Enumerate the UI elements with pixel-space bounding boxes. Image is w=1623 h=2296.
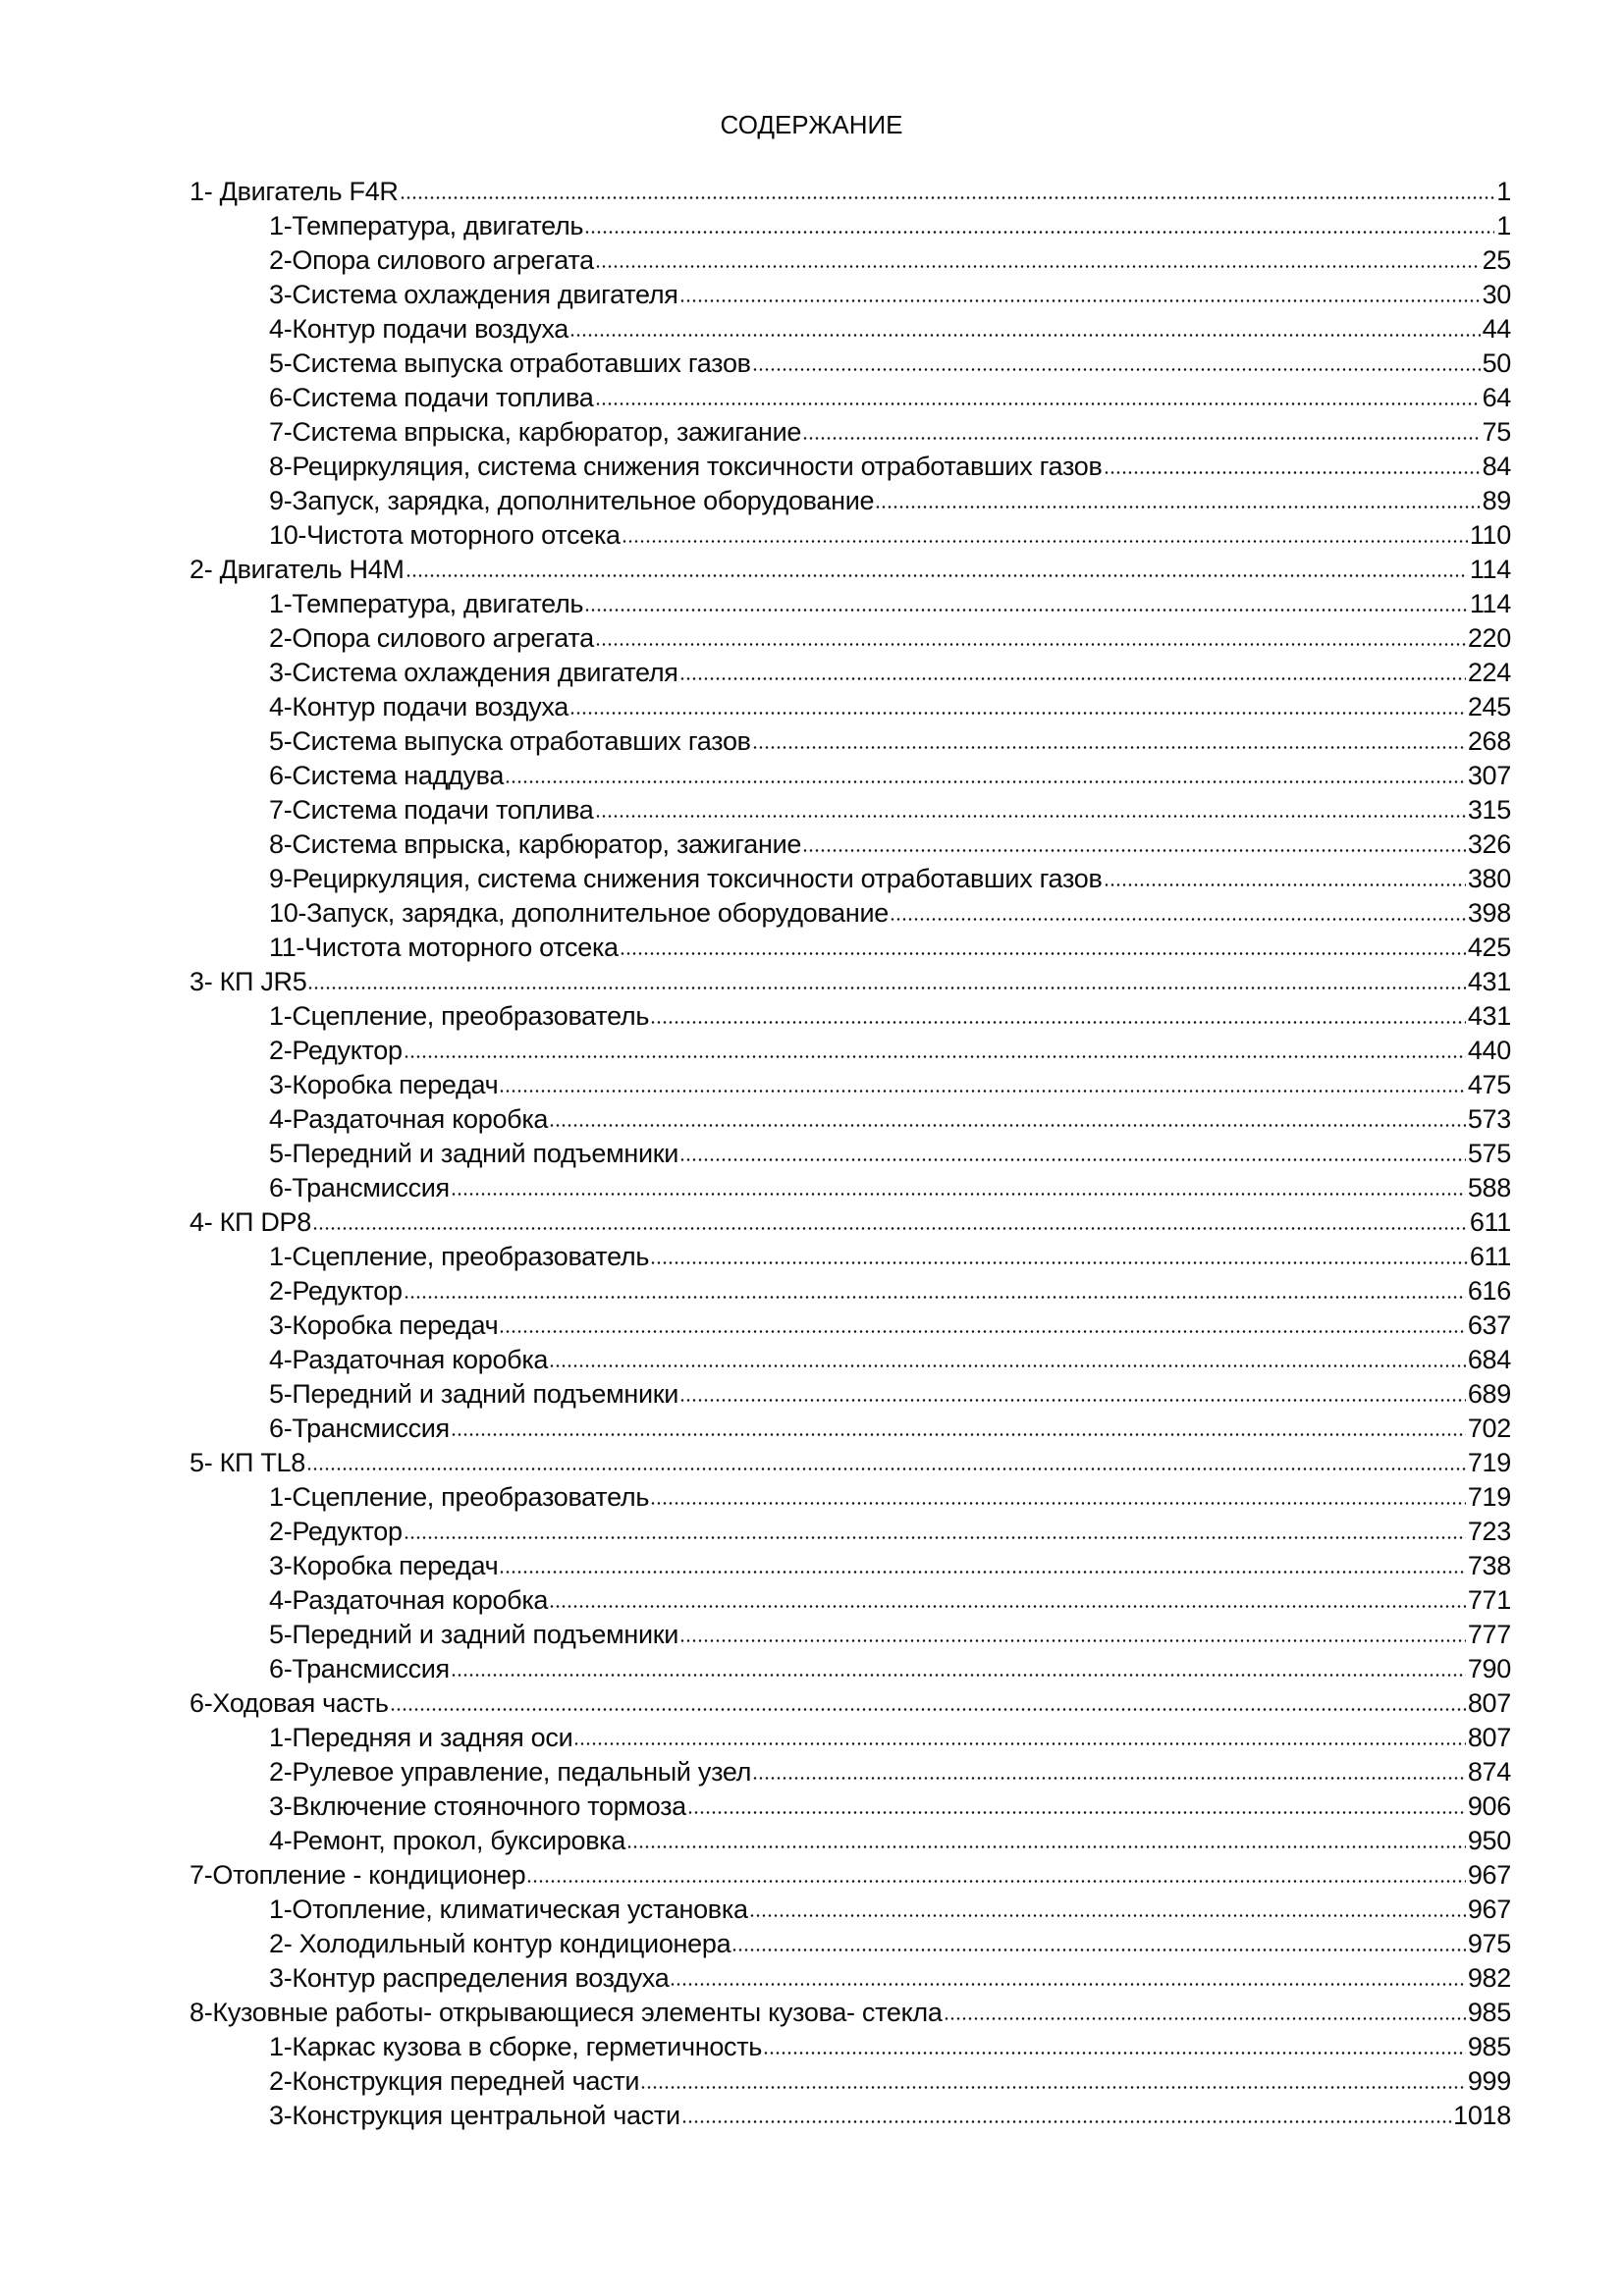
toc-chapter-3[interactable] [189, 965, 1511, 999]
toc-entry-label: 1- Двигатель F4R [189, 177, 399, 206]
dot-leader [650, 1502, 1466, 1505]
toc-section-1-7[interactable] [189, 415, 1511, 450]
dot-leader [679, 1399, 1466, 1402]
toc-entry-page-number: 268 [1467, 726, 1511, 756]
toc-entry-label: 4-Ремонт, прокол, буксировка [269, 1826, 626, 1855]
dot-leader [890, 918, 1466, 921]
dot-leader [752, 746, 1466, 749]
toc-section-8-2[interactable] [189, 2064, 1511, 2099]
toc-entry-page-number: 573 [1467, 1104, 1511, 1134]
toc-section-5-2[interactable] [189, 1515, 1511, 1549]
toc-section-7-1[interactable] [189, 1893, 1511, 1927]
toc-section-2-3[interactable] [189, 656, 1511, 690]
dot-leader [944, 2017, 1466, 2020]
toc-entry-label: 7-Отопление - кондиционер [189, 1860, 526, 1890]
toc-section-6-1[interactable] [189, 1721, 1511, 1755]
toc-section-2-10[interactable] [189, 896, 1511, 931]
dot-leader [307, 987, 1465, 989]
toc-entry-page-number: 307 [1467, 761, 1511, 790]
toc-entry-page-number: 967 [1467, 1860, 1511, 1890]
toc-entry-label: 1-Температура, двигатель [269, 589, 584, 618]
toc-entry-page-number: 1 [1496, 177, 1511, 206]
toc-entry-label: 3-Система охлаждения двигателя [269, 658, 678, 687]
dot-leader [595, 402, 1481, 405]
toc-entry-page-number: 689 [1467, 1379, 1511, 1409]
toc-entry-page-number: 807 [1467, 1723, 1511, 1752]
toc-entry-label: 1-Сцепление, преобразователь [269, 1242, 650, 1271]
toc-entry-label: 5-Система выпуска отработавших газов [269, 348, 751, 378]
dot-leader [595, 265, 1481, 268]
toc-section-8-1[interactable] [189, 2030, 1511, 2064]
toc-entry-page-number: 771 [1467, 1585, 1511, 1615]
toc-section-1-4[interactable] [189, 312, 1511, 347]
toc-entry-page-number: 380 [1467, 864, 1511, 893]
toc-entry-page-number: 220 [1467, 623, 1511, 653]
toc-entry-page-number: 224 [1467, 658, 1511, 687]
toc-entry-page-number: 719 [1467, 1448, 1511, 1477]
toc-entry-page-number: 64 [1482, 383, 1511, 412]
dot-leader [687, 1811, 1466, 1814]
toc-chapter-1[interactable] [189, 175, 1511, 209]
toc-section-2-8[interactable] [189, 828, 1511, 862]
toc-entry-label: 4-Раздаточная коробка [269, 1104, 549, 1134]
page-title: СОДЕРЖАНИЕ [720, 110, 903, 139]
table-of-contents [189, 175, 1511, 2133]
dot-leader [626, 1845, 1466, 1848]
dot-leader [1104, 471, 1481, 474]
toc-section-3-4[interactable] [189, 1102, 1511, 1137]
dot-leader [404, 1296, 1466, 1299]
toc-entry-label: 10-Запуск, зарядка, дополнительное оборудование [269, 898, 889, 928]
toc-section-2-2[interactable] [189, 621, 1511, 656]
toc-entry-label: 2-Конструкция передней части [269, 2066, 640, 2096]
toc-section-2-4[interactable] [189, 690, 1511, 724]
toc-entry-page-number: 425 [1467, 933, 1511, 962]
toc-section-7-3[interactable] [189, 1961, 1511, 1996]
toc-section-6-2[interactable] [189, 1755, 1511, 1789]
toc-entry-page-number: 777 [1467, 1620, 1511, 1649]
toc-entry-label: 5-Передний и задний подъемники [269, 1379, 679, 1409]
dot-leader [306, 1468, 1466, 1470]
dot-leader [875, 506, 1480, 508]
dot-leader [390, 1708, 1466, 1711]
toc-entry-label: 2- Холодильный контур кондиционера [269, 1929, 731, 1958]
toc-entry-label: 9-Рециркуляция, система снижения токсичности отработавших газов [269, 864, 1103, 893]
toc-section-8-3[interactable] [189, 2099, 1511, 2133]
dot-leader [451, 1433, 1466, 1436]
dot-leader [584, 231, 1494, 234]
toc-entry-page-number: 738 [1467, 1551, 1511, 1580]
toc-section-2-7[interactable] [189, 793, 1511, 828]
toc-entry-label: 8-Система впрыска, карбюратор, зажигание [269, 829, 802, 859]
dot-leader [763, 2052, 1466, 2055]
dot-leader [679, 299, 1481, 302]
toc-section-1-10[interactable] [189, 518, 1511, 553]
dot-leader [749, 1914, 1466, 1917]
dot-leader [499, 1330, 1465, 1333]
toc-entry-label: 4- КП DP8 [189, 1207, 311, 1237]
toc-section-3-1[interactable] [189, 999, 1511, 1034]
dot-leader [451, 1674, 1466, 1677]
toc-entry-label: 3-Система охлаждения двигателя [269, 280, 678, 309]
toc-entry-page-number: 790 [1467, 1654, 1511, 1683]
toc-section-4-5[interactable] [189, 1377, 1511, 1412]
toc-entry-page-number: 44 [1482, 314, 1511, 344]
dot-leader [731, 1949, 1466, 1951]
toc-entry-label: 9-Запуск, зарядка, дополнительное оборудование [269, 486, 875, 515]
dot-leader [679, 677, 1466, 680]
toc-section-1-9[interactable] [189, 484, 1511, 518]
dot-leader [679, 1158, 1466, 1161]
dot-leader [451, 1193, 1466, 1196]
toc-entry-page-number: 985 [1467, 1998, 1511, 2027]
toc-entry-label: 5-Передний и задний подъемники [269, 1139, 679, 1168]
toc-entry-label: 10-Чистота моторного отсека [269, 520, 621, 550]
toc-entry-page-number: 719 [1467, 1482, 1511, 1512]
dot-leader [499, 1090, 1465, 1093]
toc-entry-label: 1-Отопление, климатическая установка [269, 1895, 748, 1924]
toc-entry-page-number: 398 [1467, 898, 1511, 928]
toc-entry-page-number: 575 [1467, 1139, 1511, 1168]
toc-section-5-1[interactable] [189, 1480, 1511, 1515]
toc-section-4-6[interactable] [189, 1412, 1511, 1446]
dot-leader [679, 1639, 1466, 1642]
toc-entry-label: 1-Сцепление, преобразователь [269, 1001, 650, 1031]
toc-entry-label: 3-Конструкция центральной части [269, 2101, 680, 2130]
dot-leader [406, 574, 1468, 577]
toc-section-1-8[interactable] [189, 450, 1511, 484]
toc-section-5-3[interactable] [189, 1549, 1511, 1583]
toc-entry-label: 6-Система подачи топлива [269, 383, 594, 412]
toc-entry-label: 3-Коробка передач [269, 1551, 499, 1580]
dot-leader [595, 815, 1466, 818]
toc-entry-page-number: 89 [1482, 486, 1511, 515]
dot-leader [569, 712, 1466, 715]
dot-leader [752, 1777, 1466, 1780]
toc-entry-page-number: 906 [1467, 1791, 1511, 1821]
toc-entry-page-number: 431 [1467, 967, 1511, 996]
toc-section-2-5[interactable] [189, 724, 1511, 759]
toc-entry-label: 3- КП JR5 [189, 967, 307, 996]
toc-section-4-3[interactable] [189, 1308, 1511, 1343]
dot-leader [312, 1227, 1468, 1230]
toc-entry-label: 2-Опора силового агрегата [269, 245, 594, 275]
dot-leader [526, 1880, 1465, 1883]
toc-entry-page-number: 588 [1467, 1173, 1511, 1202]
toc-section-1-5[interactable] [189, 347, 1511, 381]
toc-entry-label: 3-Включение стояночного тормоза [269, 1791, 686, 1821]
toc-entry-label: 1-Каркас кузова в сборке, герметичность [269, 2032, 763, 2061]
toc-entry-page-number: 1018 [1453, 2101, 1511, 2130]
toc-entry-label: 2-Рулевое управление, педальный узел [269, 1757, 752, 1787]
toc-entry-label: 6-Трансмиссия [269, 1414, 450, 1443]
toc-section-5-5[interactable] [189, 1618, 1511, 1652]
toc-entry-label: 8-Рециркуляция, система снижения токсичности отработавших газов [269, 452, 1103, 481]
dot-leader [549, 1364, 1466, 1367]
toc-entry-page-number: 440 [1467, 1036, 1511, 1065]
toc-entry-label: 4-Контур подачи воздуха [269, 692, 569, 721]
dot-leader [1104, 883, 1466, 886]
toc-entry-page-number: 874 [1467, 1757, 1511, 1787]
toc-entry-page-number: 114 [1469, 589, 1511, 618]
dot-leader [584, 609, 1468, 612]
toc-section-3-3[interactable] [189, 1068, 1511, 1102]
toc-section-2-11[interactable] [189, 931, 1511, 965]
toc-entry-page-number: 50 [1482, 348, 1511, 378]
toc-entry-label: 1-Температура, двигатель [269, 211, 584, 240]
dot-leader [404, 1536, 1466, 1539]
toc-entry-label: 3-Коробка передач [269, 1070, 499, 1099]
toc-section-3-5[interactable] [189, 1137, 1511, 1171]
dot-leader [404, 1055, 1466, 1058]
toc-entry-label: 7-Система подачи топлива [269, 795, 594, 825]
toc-entry-page-number: 950 [1467, 1826, 1511, 1855]
dot-leader [620, 952, 1466, 955]
toc-section-1-3[interactable] [189, 278, 1511, 312]
toc-entry-page-number: 475 [1467, 1070, 1511, 1099]
dot-leader [595, 643, 1466, 646]
toc-entry-label: 1-Сцепление, преобразователь [269, 1482, 650, 1512]
toc-entry-page-number: 431 [1467, 1001, 1511, 1031]
dot-leader [681, 2120, 1451, 2123]
dot-leader [573, 1742, 1465, 1745]
toc-entry-page-number: 315 [1467, 795, 1511, 825]
toc-entry-label: 2- Двигатель H4M [189, 555, 405, 584]
toc-chapter-7[interactable] [189, 1858, 1511, 1893]
toc-entry-page-number: 967 [1467, 1895, 1511, 1924]
dot-leader [640, 2086, 1466, 2089]
toc-entry-page-number: 75 [1482, 417, 1511, 447]
toc-entry-page-number: 84 [1482, 452, 1511, 481]
toc-chapter-6[interactable] [189, 1686, 1511, 1721]
toc-entry-page-number: 982 [1467, 1963, 1511, 1993]
dot-leader [650, 1021, 1466, 1024]
toc-entry-page-number: 25 [1482, 245, 1511, 275]
toc-entry-page-number: 975 [1467, 1929, 1511, 1958]
toc-entry-page-number: 110 [1469, 520, 1511, 550]
dot-leader [549, 1124, 1466, 1127]
toc-entry-label: 2-Редуктор [269, 1036, 403, 1065]
toc-entry-page-number: 326 [1467, 829, 1511, 859]
toc-chapter-2[interactable] [189, 553, 1511, 587]
toc-entry-page-number: 616 [1467, 1276, 1511, 1306]
dot-leader [752, 368, 1481, 371]
toc-chapter-8[interactable] [189, 1996, 1511, 2030]
toc-section-4-2[interactable] [189, 1274, 1511, 1308]
toc-entry-page-number: 702 [1467, 1414, 1511, 1443]
toc-entry-label: 2-Опора силового агрегата [269, 623, 594, 653]
toc-entry-label: 3-Контур распределения воздуха [269, 1963, 670, 1993]
dot-leader [505, 780, 1466, 783]
toc-entry-page-number: 30 [1482, 280, 1511, 309]
toc-entry-label: 6-Ходовая часть [189, 1688, 389, 1718]
toc-entry-label: 3-Коробка передач [269, 1310, 499, 1340]
toc-entry-label: 2-Редуктор [269, 1517, 403, 1546]
toc-entry-page-number: 1 [1496, 211, 1511, 240]
dot-leader [569, 334, 1481, 337]
toc-entry-label: 6-Трансмиссия [269, 1654, 450, 1683]
toc-entry-page-number: 245 [1467, 692, 1511, 721]
toc-section-3-2[interactable] [189, 1034, 1511, 1068]
toc-entry-label: 5-Система выпуска отработавших газов [269, 726, 751, 756]
toc-entry-page-number: 807 [1467, 1688, 1511, 1718]
dot-leader [622, 540, 1468, 543]
toc-entry-label: 7-Система впрыска, карбюратор, зажигание [269, 417, 802, 447]
dot-leader [802, 849, 1466, 852]
toc-entry-label: 4-Раздаточная коробка [269, 1585, 549, 1615]
dot-leader [499, 1571, 1465, 1574]
dot-leader [549, 1605, 1466, 1608]
toc-entry-label: 5-Передний и задний подъемники [269, 1620, 679, 1649]
toc-entry-label: 8-Кузовные работы- открывающиеся элементы кузова- стекла [189, 1998, 943, 2027]
toc-entry-page-number: 999 [1467, 2066, 1511, 2096]
dot-leader [802, 437, 1480, 440]
dot-leader [650, 1261, 1468, 1264]
toc-section-2-1[interactable] [189, 587, 1511, 621]
toc-entry-page-number: 684 [1467, 1345, 1511, 1374]
toc-entry-label: 6-Система наддува [269, 761, 505, 790]
toc-chapter-5[interactable] [189, 1446, 1511, 1480]
toc-section-5-6[interactable] [189, 1652, 1511, 1686]
toc-entry-label: 11-Чистота моторного отсека [269, 933, 619, 962]
toc-entry-page-number: 723 [1467, 1517, 1511, 1546]
toc-chapter-4[interactable] [189, 1205, 1511, 1240]
toc-entry-label: 4-Раздаточная коробка [269, 1345, 549, 1374]
toc-entry-page-number: 611 [1469, 1242, 1511, 1271]
toc-section-6-4[interactable] [189, 1824, 1511, 1858]
toc-entry-label: 2-Редуктор [269, 1276, 403, 1306]
toc-entry-page-number: 637 [1467, 1310, 1511, 1340]
toc-section-4-4[interactable] [189, 1343, 1511, 1377]
toc-section-5-4[interactable] [189, 1583, 1511, 1618]
toc-section-1-2[interactable] [189, 243, 1511, 278]
toc-entry-page-number: 985 [1467, 2032, 1511, 2061]
toc-entry-page-number: 114 [1469, 555, 1511, 584]
toc-section-1-1[interactable] [189, 209, 1511, 243]
toc-section-7-2[interactable] [189, 1927, 1511, 1961]
toc-entry-page-number: 611 [1469, 1207, 1511, 1237]
toc-section-4-1[interactable] [189, 1240, 1511, 1274]
toc-entry-label: 5- КП TL8 [189, 1448, 305, 1477]
dot-leader [670, 1983, 1465, 1986]
toc-section-6-3[interactable] [189, 1789, 1511, 1824]
toc-section-3-6[interactable] [189, 1171, 1511, 1205]
toc-section-2-9[interactable] [189, 862, 1511, 896]
toc-entry-label: 6-Трансмиссия [269, 1173, 450, 1202]
toc-section-1-6[interactable] [189, 381, 1511, 415]
toc-section-2-6[interactable] [189, 759, 1511, 793]
dot-leader [400, 196, 1495, 199]
toc-entry-label: 1-Передняя и задняя оси [269, 1723, 573, 1752]
toc-entry-label: 4-Контур подачи воздуха [269, 314, 569, 344]
